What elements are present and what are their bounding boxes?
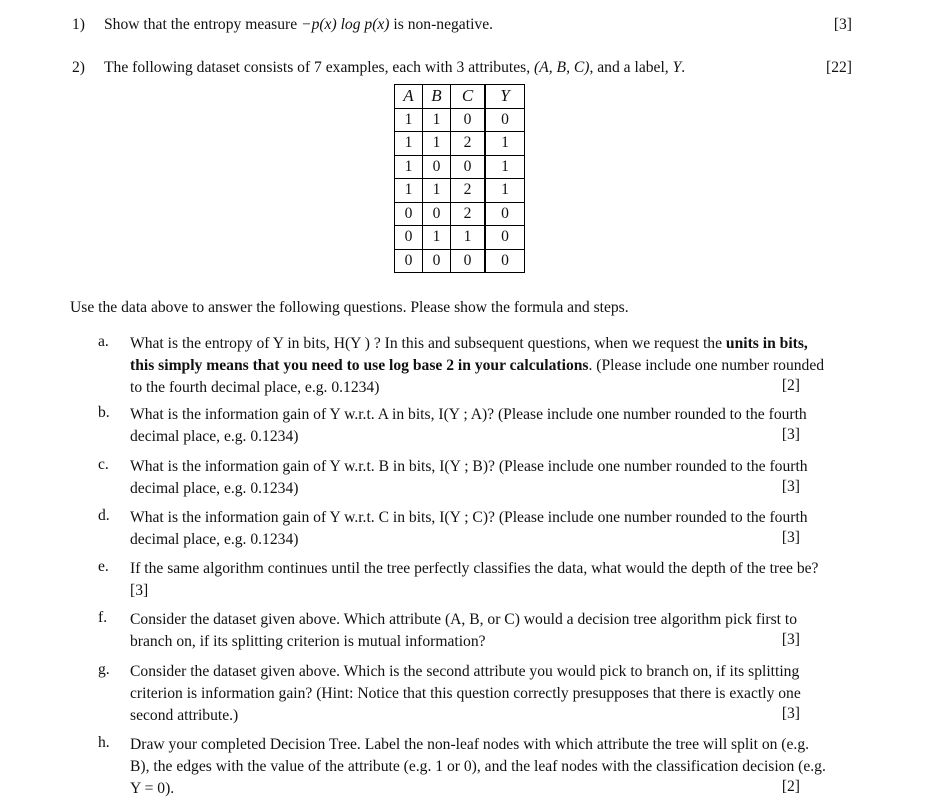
table-cell: 0 <box>423 155 451 179</box>
subquestion-f <box>130 609 875 653</box>
table-cell: 1 <box>395 132 423 156</box>
table-cell: 0 <box>451 249 486 273</box>
table-cell: 0 <box>395 249 423 273</box>
table-cell: 1 <box>451 226 486 250</box>
table-cell: 2 <box>451 179 486 203</box>
question-1-number: 1) <box>72 16 85 33</box>
subquestion-f-line-1: Consider the dataset given above. Which attribute (A, B, or C) would a decision tree algorithm pick first to <box>130 611 798 628</box>
dataset-table <box>394 84 525 273</box>
subquestion-e-line-1: If the same algorithm continues until the tree perfectly classifies the data, what would the depth of the tree be? <box>130 560 819 577</box>
subquestion-h-marks: [2] <box>781 778 800 795</box>
subquestion-a-line-2b: . (Please include one number rounded <box>588 357 825 374</box>
subquestion-h-line-3: Y = 0). <box>130 780 175 797</box>
table-cell: 0 <box>423 202 451 226</box>
subquestion-g-line-1: Consider the dataset given above. Which is the second attribute you would pick to branch on, if its splitting <box>130 663 800 680</box>
table-cell: 2 <box>451 202 486 226</box>
subquestion-d-line-2: decimal place, e.g. 0.1234) <box>130 531 299 548</box>
table-cell: 0 <box>423 249 451 273</box>
subquestion-d <box>130 507 875 551</box>
table-row <box>395 226 525 250</box>
subquestion-f-line-2: branch on, if its splitting criterion is mutual information? <box>130 633 486 650</box>
subquestion-f-letter: f. <box>98 609 108 626</box>
subquestion-b-line-1: What is the information gain of Y w.r.t. A in bits, I(Y ; A)? (Please include one number rounded to the fourth <box>130 406 807 423</box>
table-cell: 1 <box>485 132 525 156</box>
table-cell: 1 <box>395 179 423 203</box>
question-2-number: 2) <box>72 59 85 76</box>
table-cell: 0 <box>395 202 423 226</box>
table-header-cell: Y <box>485 85 525 109</box>
table-cell: 0 <box>395 226 423 250</box>
table-cell: 1 <box>423 108 451 132</box>
subquestion-a-line-1 <box>130 333 875 355</box>
subquestion-g <box>130 661 875 727</box>
subquestion-b-marks: [3] <box>781 426 800 443</box>
subquestion-g-line-3: second attribute.) <box>130 707 239 724</box>
table-cell: 0 <box>485 226 525 250</box>
subquestion-a-line-3: to the fourth decimal place, e.g. 0.1234) <box>130 379 380 396</box>
table-cell: 1 <box>423 226 451 250</box>
question-2-marks: [22] <box>826 59 852 76</box>
question-1-math: −p(x) log p(x) <box>301 16 390 33</box>
table-row <box>395 108 525 132</box>
subquestion-h-line-2: B), the edges with the value of the attribute (e.g. 1 or 0), and the leaf nodes with the classification decision (e.g. <box>130 758 826 775</box>
question-1-text-before: Show that the entropy measure <box>104 16 302 33</box>
table-cell: 1 <box>423 132 451 156</box>
table-header-cell: A <box>395 85 423 109</box>
subquestion-e-line-2: [3] <box>130 582 149 599</box>
question-1-marks: [3] <box>833 16 852 33</box>
subquestion-h <box>130 734 875 800</box>
subquestion-a <box>130 333 875 399</box>
question-2-text-mid: , and a label, <box>589 59 673 76</box>
table-row <box>395 132 525 156</box>
subquestion-d-marks: [3] <box>781 529 800 546</box>
subquestion-h-line-1: Draw your completed Decision Tree. Label the non-leaf nodes with which attribute the tree will split on (e.g. <box>130 736 810 753</box>
table-cell: 2 <box>451 132 486 156</box>
subquestion-b-line-2: decimal place, e.g. 0.1234) <box>130 428 299 445</box>
subquestion-c-letter: c. <box>98 456 109 473</box>
subquestion-b-letter: b. <box>98 404 110 421</box>
table-cell: 0 <box>451 155 486 179</box>
table-cell: 1 <box>423 179 451 203</box>
table-cell: 1 <box>395 108 423 132</box>
table-cell: 1 <box>485 179 525 203</box>
question-2-text-before: The following dataset consists of 7 examples, each with 3 attributes, <box>104 59 535 76</box>
instruction-text: Use the data above to answer the following questions. Please show the formula and steps. <box>70 299 629 316</box>
table-cell: 1 <box>485 155 525 179</box>
subquestion-g-line-2: criterion is information gain? (Hint: Notice that this question correctly presupposes that there is exactly one <box>130 685 801 702</box>
subquestion-g-letter: g. <box>98 661 110 678</box>
subquestion-a-marks: [2] <box>781 377 800 394</box>
subquestion-d-line-1: What is the information gain of Y w.r.t. C in bits, I(Y ; C)? (Please include one number rounded to the fourth <box>130 509 808 526</box>
question-2-math: (A, B, C) <box>534 59 590 76</box>
subquestion-e-letter: e. <box>98 558 109 575</box>
subquestion-a-line-2a: this simply means that you need to use log base 2 in your calculations <box>130 357 589 374</box>
subquestion-a-line-1a: What is the entropy of Y in bits, H(Y ) ? In this and subsequent questions, when we request the <box>130 335 726 352</box>
table-row <box>395 179 525 203</box>
table-row <box>395 202 525 226</box>
table-cell: 0 <box>451 108 486 132</box>
subquestion-c-line-1: What is the information gain of Y w.r.t. B in bits, I(Y ; B)? (Please include one number rounded to the fourth <box>130 458 808 475</box>
subquestion-b <box>130 404 875 448</box>
subquestion-c-marks: [3] <box>781 478 800 495</box>
subquestion-d-letter: d. <box>98 507 110 524</box>
table-header-row <box>395 85 525 109</box>
subquestion-f-marks: [3] <box>781 631 800 648</box>
question-1-text-after: is non-negative. <box>389 16 494 33</box>
table-row <box>395 155 525 179</box>
subquestion-c-line-2: decimal place, e.g. 0.1234) <box>130 480 299 497</box>
subquestion-h-letter: h. <box>98 734 110 751</box>
subquestion-a-line-1b: units in bits, <box>725 335 808 352</box>
question-2-math-label: Y <box>672 59 682 76</box>
subquestion-g-marks: [3] <box>781 705 800 722</box>
question-2-text <box>104 59 685 77</box>
table-header-cell: B <box>423 85 451 109</box>
table-cell: 0 <box>485 202 525 226</box>
question-2-text-after: . <box>681 59 686 76</box>
table-header-cell: C <box>451 85 486 109</box>
subquestion-c <box>130 456 875 500</box>
subquestion-a-line-2 <box>130 355 875 377</box>
table-cell: 0 <box>485 108 525 132</box>
table-cell: 0 <box>485 249 525 273</box>
table-cell: 1 <box>395 155 423 179</box>
subquestion-e <box>130 558 875 602</box>
subquestion-a-letter: a. <box>98 333 109 350</box>
table-row <box>395 249 525 273</box>
question-1-text <box>104 16 493 34</box>
